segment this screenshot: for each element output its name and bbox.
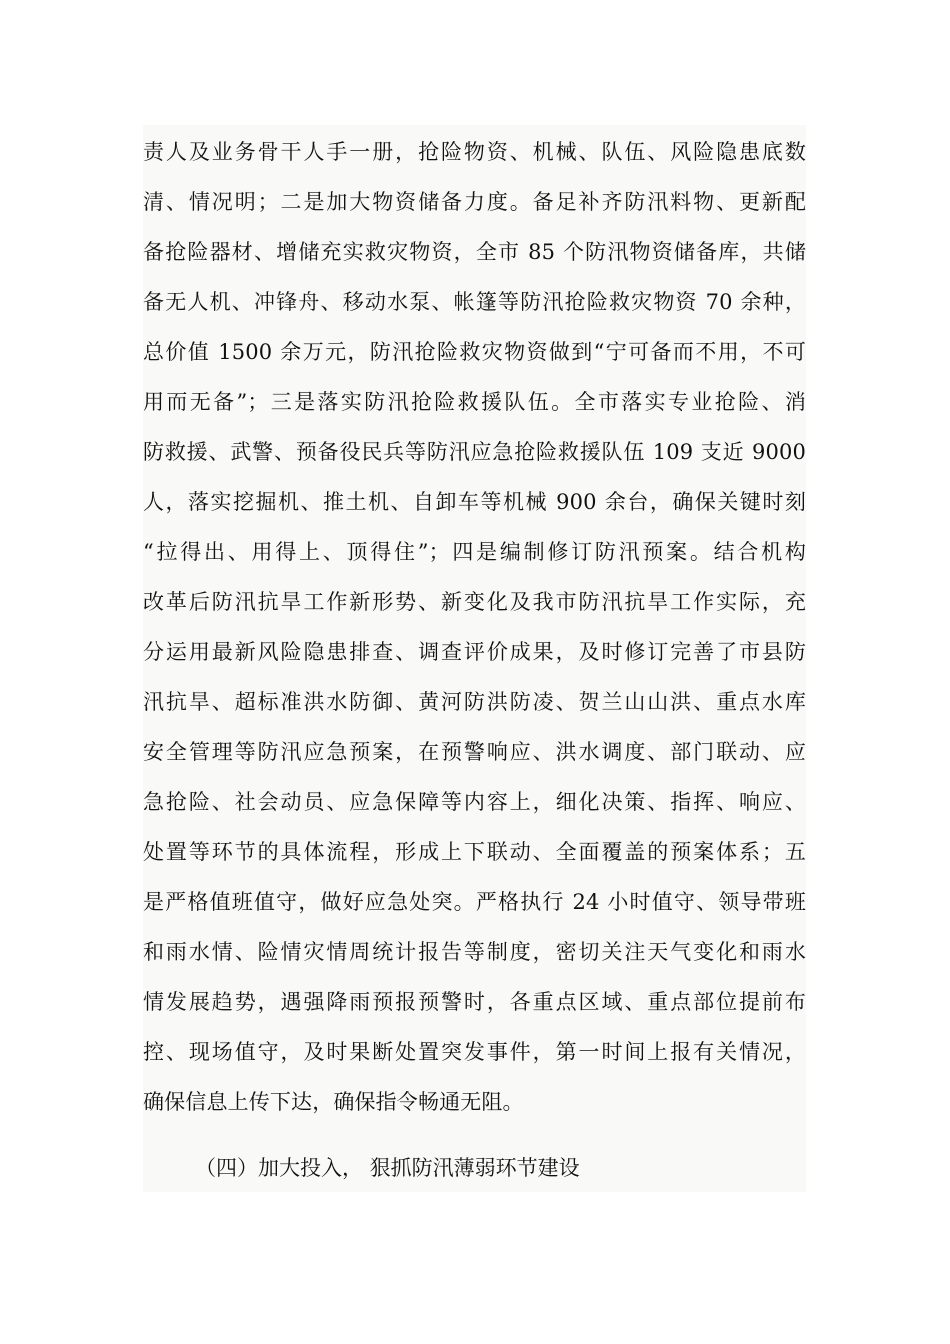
paragraph-line: 改革后防汛抗旱工作新形势、新变化及我市防汛抗旱工作实际，充 bbox=[143, 590, 806, 614]
paragraph-line: 分运用最新风险隐患排查、调查评价成果，及时修订完善了市县防 bbox=[143, 640, 806, 664]
paragraph-line: 责人及业务骨干人手一册，抢险物资、机械、队伍、风险隐患底数 bbox=[143, 140, 806, 164]
document-text-block bbox=[143, 125, 806, 1192]
paragraph-line: 确保信息上传下达，确保指令畅通无阻。 bbox=[143, 1090, 524, 1114]
paragraph-line: 清、情况明；二是加大物资储备力度。备足补齐防汛料物、更新配 bbox=[143, 190, 806, 214]
paragraph-line: 汛抗旱、超标准洪水防御、黄河防洪防凌、贺兰山山洪、重点水库 bbox=[143, 690, 806, 714]
paragraph-line: 和雨水情、险情灾情周统计报告等制度，密切关注天气变化和雨水 bbox=[143, 940, 806, 964]
paragraph-line: 控、现场值守，及时果断处置突发事件，第一时间上报有关情况， bbox=[143, 1040, 806, 1064]
paragraph-line: 人，落实挖掘机、推土机、自卸车等机械 900 余台，确保关键时刻 bbox=[143, 490, 806, 514]
paragraph-line: 备无人机、冲锋舟、移动水泵、帐篷等防汛抢险救灾物资 70 余种， bbox=[143, 290, 806, 314]
paragraph-line: 防救援、武警、预备役民兵等防汛应急抢险救援队伍 109 支近 9000 bbox=[143, 440, 806, 464]
paragraph-line: 是严格值班值守，做好应急处突。严格执行 24 小时值守、领导带班 bbox=[143, 890, 806, 914]
paragraph-line: 备抢险器材、增储充实救灾物资，全市 85 个防汛物资储备库，共储 bbox=[143, 240, 806, 264]
paragraph-line: 安全管理等防汛应急预案，在预警响应、洪水调度、部门联动、应 bbox=[143, 740, 806, 764]
paragraph-line: 总价值 1500 余万元，防汛抢险救灾物资做到“宁可备而不用，不可 bbox=[143, 340, 806, 364]
paragraph-line: 情发展趋势，遇强降雨预报预警时，各重点区域、重点部位提前布 bbox=[143, 990, 806, 1014]
paragraph-line: 急抢险、社会动员、应急保障等内容上，细化决策、指挥、响应、 bbox=[143, 790, 806, 814]
paragraph-line: “拉得出、用得上、顶得住”；四是编制修订防汛预案。结合机构 bbox=[143, 540, 806, 564]
section-heading: （四）加大投入， 狠抓防汛薄弱环节建设 bbox=[195, 1156, 580, 1180]
paragraph-line: 用而无备”；三是落实防汛抢险救援队伍。全市落实专业抢险、消 bbox=[143, 390, 806, 414]
paragraph-line: 处置等环节的具体流程，形成上下联动、全面覆盖的预案体系；五 bbox=[143, 840, 806, 864]
